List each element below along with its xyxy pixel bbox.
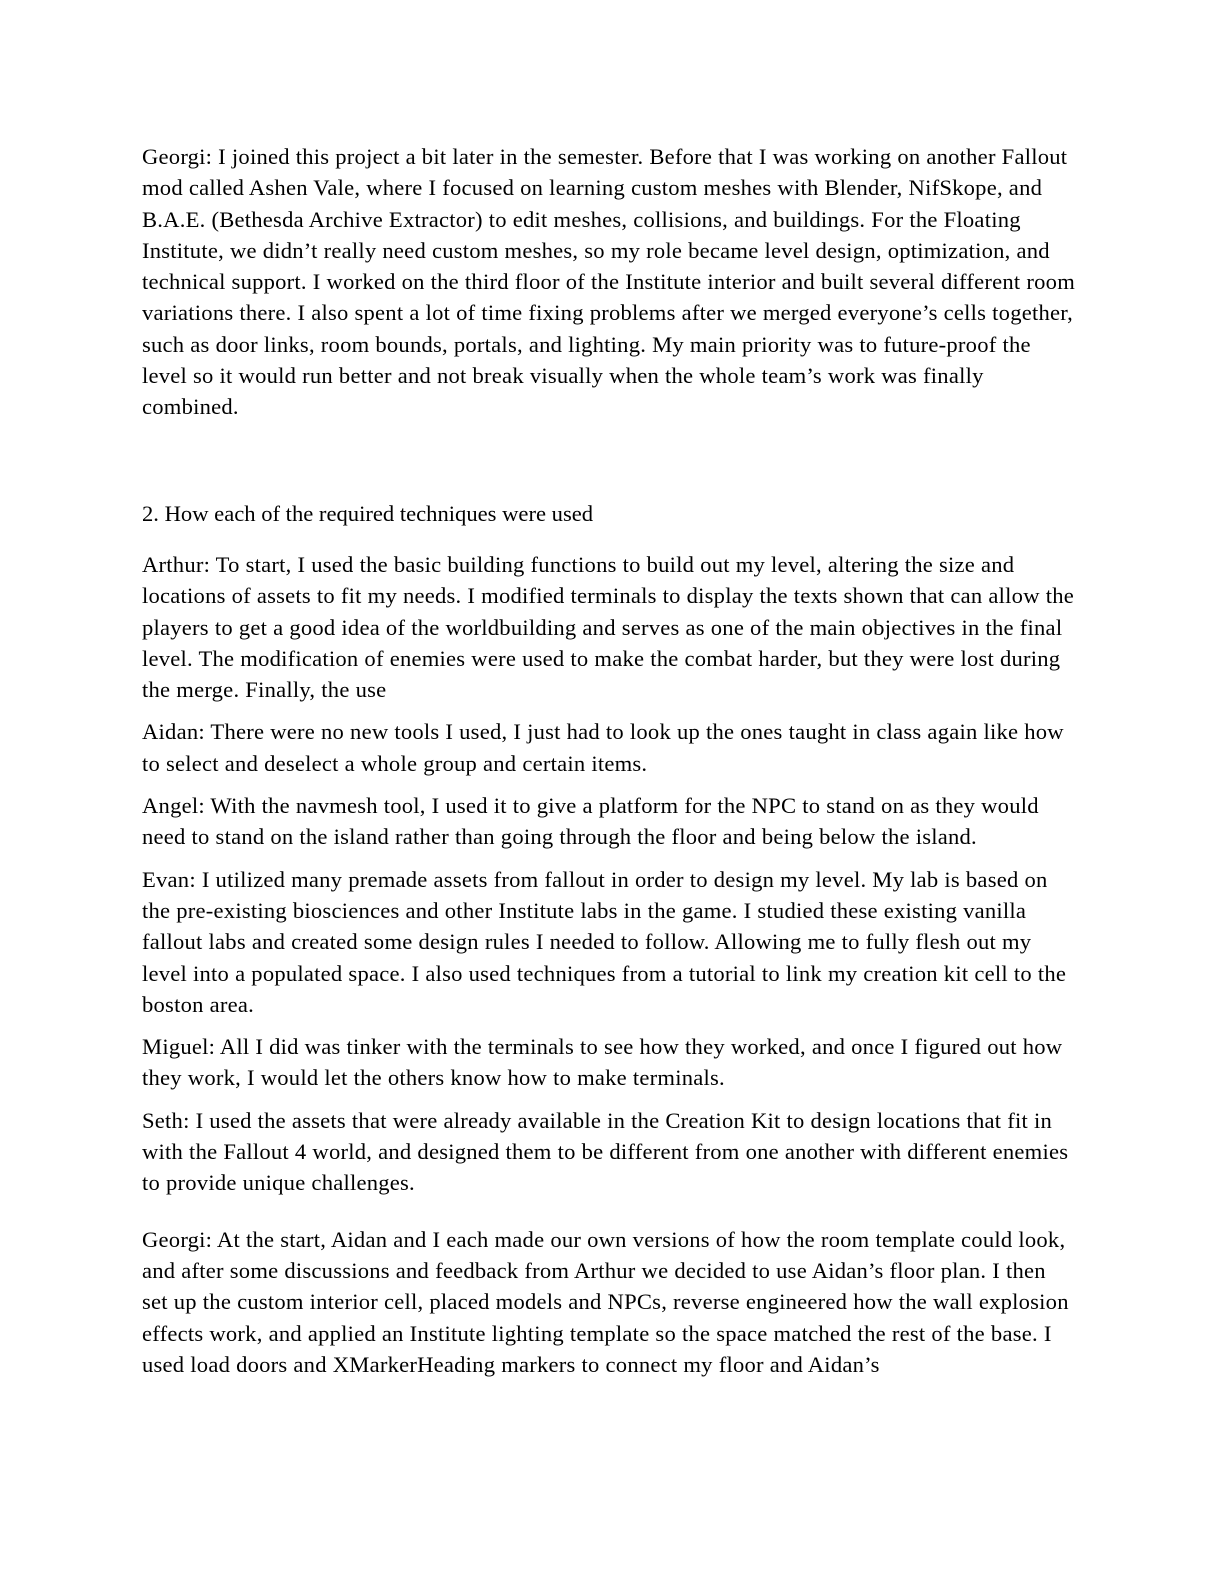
section-heading-2: 2. How each of the required techniques were used [142,500,594,526]
paragraph-georgi-intro: Georgi: I joined this project a bit later in the semester. Before that I was working on another Fallout mod called Ashen Vale, where I focused on learning custom meshes with Blender, NifSkope, and B.A.E. (Bethesda Archive Extractor) to edit meshes, collisions, and buildings. For the Floating Institute, we didn’t really need custom meshes, so my role became level design, optimization, and technical support. I worked on the third floor of the Institute interior and built several different room variations there. I also spent a lot of time fixing problems after we merged everyone’s cells together, such as door links, room bounds, portals, and lighting. My main priority was to future-proof the level so it would run better and not break visually when the whole team’s work was finally combined. [142,144,1076,420]
document-body [142,141,1076,1391]
section-spacer [142,434,1076,498]
paragraph-seth: Seth: I used the assets that were already available in the Creation Kit to design locations that fit in with the Fallout 4 world, and designed them to be different from one another with different enemies to provide unique challenges. [142,1107,1069,1196]
paragraph-miguel: Miguel: All I did was tinker with the terminals to see how they worked, and once I figured out how they work, I would let the others know how to make terminals. [142,1034,1063,1091]
paragraph-arthur: Arthur: To start, I used the basic building functions to build out my level, altering the size and locations of assets to fit my needs. I modified terminals to display the texts shown that can allow the players to get a good idea of the worldbuilding and serves as one of the main objectives in the final level. The modification of enemies were used to make the combat harder, but they were lost during the merge. Finally, the use [142,551,1075,703]
paragraph-georgi-closing: Georgi: At the start, Aidan and I each made our own versions of how the room template could look, and after some discussions and feedback from Arthur we decided to use Aidan’s floor plan. I then set up the custom interior cell, placed models and NPCs, reverse engineered how the wall explosion effects work, and applied an Institute lighting template so the space matched the rest of the base. I used load doors and XMarkerHeading markers to connect my floor and Aidan’s [142,1226,1069,1377]
paragraph-angel: Angel: With the navmesh tool, I used it to give a platform for the NPC to stand on as they would need to stand on the island rather than going through the floor and being below the island. [142,793,1039,850]
paragraph-aidan: Aidan: There were no new tools I used, I just had to look up the ones taught in class again like how to select and deselect a whole group and certain items. [142,719,1064,776]
paragraph-evan: Evan: I utilized many premade assets from fallout in order to design my level. My lab is based on the pre-existing biosciences and other Institute labs in the game. I studied these existing vanilla fallout labs and created some design rules I needed to follow. Allowing me to fully flesh out my level into a populated space. I also used techniques from a tutorial to link my creation kit cell to the boston area. [142,866,1067,1017]
